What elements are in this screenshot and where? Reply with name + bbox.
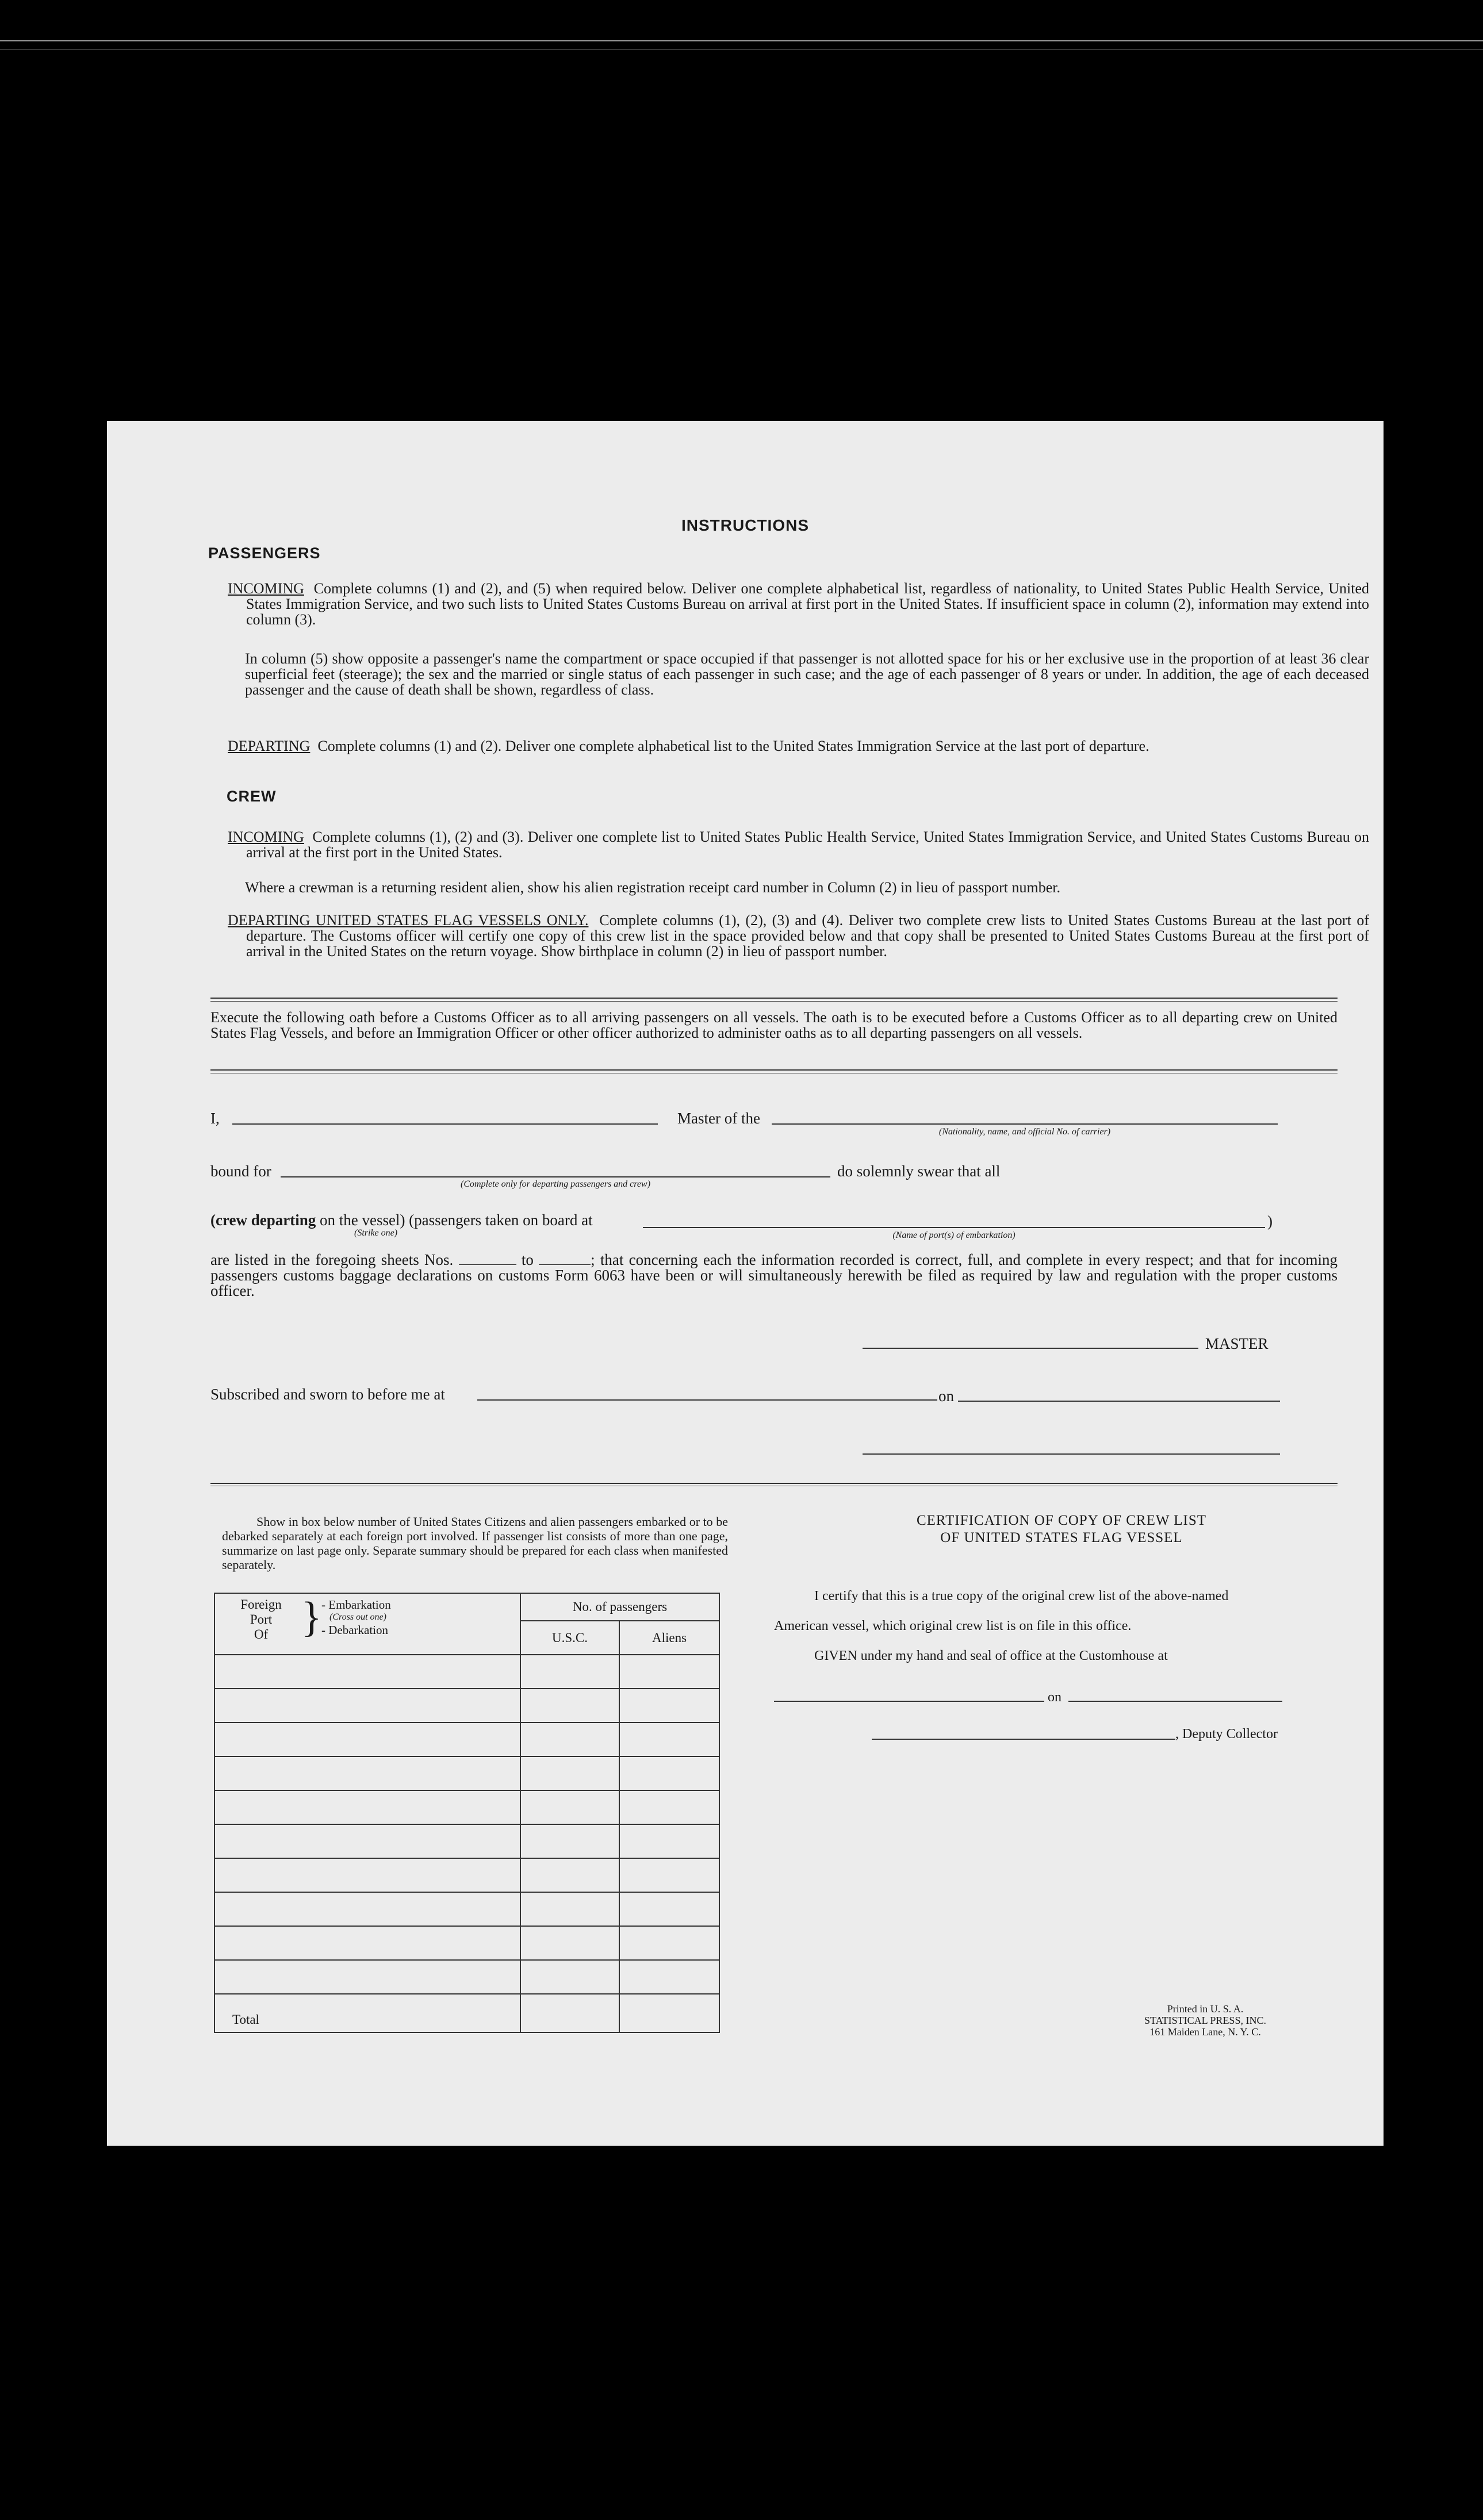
crew-departing-label: DEPARTING UNITED STATES FLAG VESSELS ONLY.: [228, 912, 589, 929]
port-cell[interactable]: [214, 1824, 520, 1858]
departing-text: Complete columns (1) and (2). Deliver one complete alphabetical list to the United States Immigration Service at the last port of departure.: [317, 738, 1149, 754]
usc-cell[interactable]: [520, 1756, 619, 1790]
aliens-header: Aliens: [619, 1621, 719, 1655]
deputy-signature-field[interactable]: [872, 1739, 1175, 1740]
swear-text: do solemnly swear that all: [837, 1163, 1001, 1180]
port-label: Port: [250, 1612, 273, 1627]
crew-incoming: [228, 829, 1369, 860]
aliens-cell[interactable]: [619, 1689, 719, 1723]
certification-title-2: OF UNITED STATES FLAG VESSEL: [940, 1530, 1183, 1545]
divider: [210, 1069, 1338, 1071]
crew-resident: [245, 880, 1369, 895]
close-paren: ): [1267, 1213, 1273, 1230]
table-row: [214, 1892, 719, 1926]
passengers-heading: PASSENGERS: [208, 544, 321, 562]
aliens-cell[interactable]: [619, 1723, 719, 1756]
port-cell[interactable]: [214, 1926, 520, 1960]
crew-incoming-label: INCOMING: [228, 829, 304, 845]
scan-edge-line: [0, 40, 1483, 41]
oath-i-label: I,: [210, 1110, 220, 1127]
sworn-place-field[interactable]: [477, 1399, 937, 1401]
aliens-cell[interactable]: [619, 1892, 719, 1926]
port-cell[interactable]: [214, 1858, 520, 1892]
usc-cell[interactable]: [520, 1790, 619, 1824]
port-cell[interactable]: [214, 1723, 520, 1756]
usc-header: U.S.C.: [520, 1621, 619, 1655]
sheet-to-field[interactable]: [539, 1254, 591, 1265]
debarkation-label: - Debarkation: [321, 1623, 389, 1637]
brace-icon: }: [301, 1594, 322, 1641]
divider: [210, 1483, 1338, 1484]
incoming-label: INCOMING: [228, 580, 304, 597]
ports-caption: (Name of port(s) of embarkation): [892, 1230, 1016, 1240]
crew-departing: [228, 912, 1369, 959]
crew-heading: CREW: [227, 788, 277, 805]
listed-b: ; that concerning each the information recorded is correct, full, and complete in every respect; and that for incoming passengers customs baggage declarations on customs Form 6063 have been or will simultaneously herewith be filed as required by law and regulation with the proper customs officer.: [210, 1251, 1338, 1299]
table-row: [214, 1655, 719, 1689]
usc-cell[interactable]: [520, 1689, 619, 1723]
of-label: Of: [254, 1627, 269, 1641]
port-cell[interactable]: [214, 1790, 520, 1824]
port-cell[interactable]: [214, 1689, 520, 1723]
certification-on-label: on: [1048, 1690, 1062, 1705]
total-row: [214, 1994, 719, 2032]
table-row: [214, 1824, 719, 1858]
usc-cell[interactable]: [520, 1926, 619, 1960]
bound-for-field[interactable]: [281, 1176, 830, 1177]
listed-a: are listed in the foregoing sheets Nos.: [210, 1251, 454, 1268]
oath-intro: Execute the following oath before a Customs Officer as to all arriving passengers on all vessels. The oath is to be executed before a Customs Officer as to all departing crew on United States Flag Vessels, and before an Immigration Officer or other officer authorized to administer oaths as to all departing passengers on all vessels.: [210, 1009, 1338, 1041]
carrier-caption: (Nationality, name, and official No. of carrier): [938, 1127, 1111, 1137]
certification-title: [774, 1512, 1349, 1547]
certification-title-1: CERTIFICATION OF COPY OF CREW LIST: [916, 1513, 1207, 1528]
master-name-field[interactable]: [232, 1123, 658, 1125]
bound-for-label: bound for: [210, 1163, 271, 1180]
summary-instruction: Show in box below number of United States Citizens and alien passengers embarked or to be debarked separately at each foreign port involved. If passenger list consists of more than one page, summarize on last page only. Separate summary should be prepared for each class when manifested separately.: [222, 1514, 728, 1572]
master-of-label: Master of the: [677, 1110, 760, 1127]
aliens-cell[interactable]: [619, 1824, 719, 1858]
printer-imprint: [1085, 2003, 1326, 2038]
deputy-collector-label: , Deputy Collector: [1175, 1727, 1278, 1742]
incoming-text: Complete columns (1) and (2), and (5) when required below. Deliver one complete alphabetical list, regardless of nationality, to United States Public Health Service, United States Immigration Service, and two such lists to United States Customs Bureau on arrival at first port in the United States. If insufficient space in column (2), information may extend into column (3).: [246, 580, 1370, 628]
column5-text: In column (5) show opposite a passenger's name the compartment or space occupied if that passenger is not allotted space for his or her exclusive use in the proportion of at least 36 clear superficial feet (steerage); the sex and the married or single status of each passenger in such case; and the age of each passenger of 8 years or under. In addition, the age of each deceased passenger and the cause of death shall be shown, regardless of class.: [245, 650, 1369, 698]
subscribed-label: Subscribed and sworn to before me at: [210, 1386, 445, 1403]
port-header-cell: [214, 1593, 520, 1655]
sworn-date-field[interactable]: [958, 1401, 1280, 1402]
cross-out-caption: (Cross out one): [329, 1612, 386, 1622]
passengers-option: on the vessel) (passengers taken on board at: [319, 1211, 593, 1229]
aliens-cell[interactable]: [619, 1858, 719, 1892]
aliens-cell[interactable]: [619, 1756, 719, 1790]
page-title: INSTRUCTIONS: [681, 516, 809, 534]
table-row: [214, 1960, 719, 1994]
aliens-cell[interactable]: [619, 1960, 719, 1994]
officer-signature-field[interactable]: [863, 1453, 1280, 1455]
listed-paragraph: [210, 1252, 1338, 1299]
table-row: [214, 1756, 719, 1790]
divider: [210, 1001, 1338, 1002]
given-text: GIVEN under my hand and seal of office at the Customhouse at: [814, 1648, 1168, 1663]
passengers-departing: [228, 738, 1369, 754]
aliens-cell[interactable]: [619, 1790, 719, 1824]
passengers-column5: [245, 651, 1369, 697]
usc-cell[interactable]: [520, 1655, 619, 1689]
embarkation-label: - Embarkation: [321, 1598, 391, 1612]
crew-incoming-text: Complete columns (1), (2) and (3). Deliver one complete list to United States Public Health Service, United States Immigration Service, and United States Customs Bureau on arrival at the first port in the United States.: [246, 829, 1369, 861]
strike-one-caption: (Strike one): [354, 1228, 398, 1238]
master-label: MASTER: [1205, 1335, 1269, 1352]
table-row: [214, 1689, 719, 1723]
port-cell[interactable]: [214, 1960, 520, 1994]
carrier-field[interactable]: [772, 1123, 1278, 1125]
foreign-label: Foreign: [240, 1597, 282, 1612]
master-signature-field[interactable]: [863, 1348, 1198, 1349]
ports-field[interactable]: [643, 1227, 1265, 1228]
passengers-incoming: [228, 581, 1369, 627]
customhouse-field[interactable]: [774, 1701, 1044, 1702]
sworn-on-label: on: [938, 1387, 954, 1405]
crew-departing-option: (crew departing: [210, 1211, 316, 1229]
crew-resident-text: Where a crewman is a returning resident alien, show his alien registration receipt card number in Column (2) in lieu of passport number.: [245, 879, 1061, 896]
total-label: Total: [214, 1994, 520, 2032]
usc-cell[interactable]: [520, 1960, 619, 1994]
port-cell[interactable]: [214, 1756, 520, 1790]
aliens-cell[interactable]: [619, 1655, 719, 1689]
aliens-cell[interactable]: [619, 1926, 719, 1960]
sheet-from-field[interactable]: [459, 1254, 516, 1265]
usc-cell[interactable]: [520, 1858, 619, 1892]
usc-total-cell[interactable]: [520, 1994, 619, 2032]
divider: [210, 998, 1338, 999]
crew-passengers-line: [210, 1211, 593, 1229]
table-row: [214, 1790, 719, 1824]
crew-departing-text: Complete columns (1), (2), (3) and (4). Deliver two complete crew lists to United States Customs Bureau at the last port of departure. The Customs officer will certify one copy of this crew list in the space provided below and that copy shall be presented to United States Customs Bureau at the first port of arrival in the United States on the return voyage. Show birthplace in column (2) in lieu of passport number.: [246, 912, 1369, 960]
form-page: [107, 421, 1384, 2146]
scan-edge-line: [0, 49, 1483, 50]
port-cell[interactable]: [214, 1892, 520, 1926]
departing-label: DEPARTING: [228, 738, 311, 754]
certification-text-2: American vessel, which original crew list is on file in this office.: [774, 1618, 1132, 1633]
table-row: [214, 1723, 719, 1756]
certification-text-1: I certify that this is a true copy of the original crew list of the above-named: [814, 1589, 1229, 1604]
usc-cell[interactable]: [520, 1892, 619, 1926]
no-passengers-header: No. of passengers: [520, 1593, 719, 1621]
printer-line-2: STATISTICAL PRESS, INC.: [1144, 2015, 1266, 2026]
table-row: [214, 1926, 719, 1960]
usc-cell[interactable]: [520, 1723, 619, 1756]
certification-date-field[interactable]: [1068, 1701, 1282, 1702]
passenger-summary-table: [214, 1593, 720, 2033]
listed-to: to: [521, 1251, 534, 1268]
bound-for-caption: (Complete only for departing passengers and crew): [460, 1179, 651, 1189]
printer-line-1: Printed in U. S. A.: [1167, 2003, 1244, 2015]
usc-cell[interactable]: [520, 1824, 619, 1858]
printer-line-3: 161 Maiden Lane, N. Y. C.: [1149, 2026, 1261, 2038]
port-cell[interactable]: [214, 1655, 520, 1689]
table-row: [214, 1858, 719, 1892]
aliens-total-cell[interactable]: [619, 1994, 719, 2032]
